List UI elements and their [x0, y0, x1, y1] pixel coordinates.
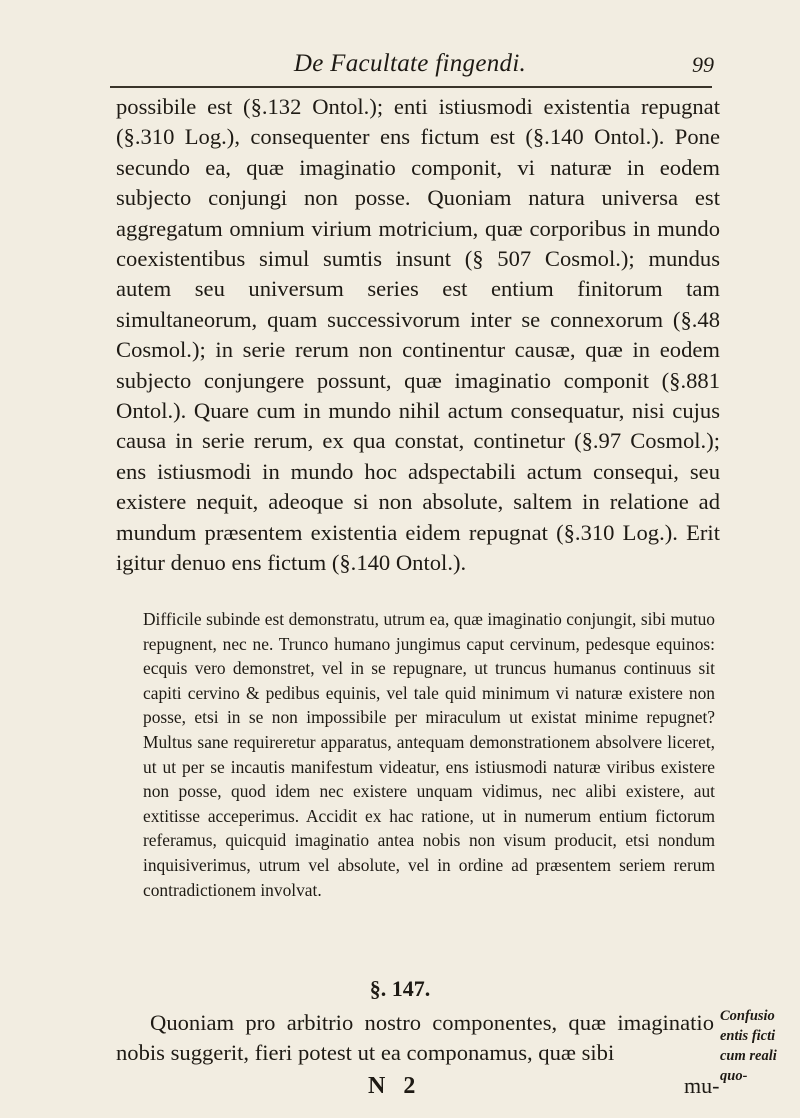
catchword: mu-	[684, 1073, 720, 1098]
main-paragraph	[116, 92, 720, 579]
marginal-note: Confusio entis ficti cum reali quo-	[720, 1008, 777, 1084]
page-number: 99	[692, 52, 714, 77]
page-header	[0, 50, 800, 90]
running-title: De Facultate fingendi.	[293, 50, 527, 77]
section-number: §. 147.	[369, 976, 431, 1001]
header-rule	[110, 86, 712, 88]
signature-mark: N 2	[368, 1073, 422, 1099]
section-147-paragraph	[116, 1008, 714, 1069]
footnote-text: Difficile subinde est demonstratu, utrum ea, quæ imaginatio conjungit, sibi mutuo repugnent, nec ne. Trunco humano jungimus caput cervinum, pedesque equinos: ecquis vero demonstret, vel in se repugnare, ut truncus humanus continuus sit capiti cervino & pedibus equinis, vel tale quid minimum vi naturæ existere non posse, etsi in se non impossibile per miraculum ut existat minime repugnet? Multus sane requireretur apparatus, antequam demonstrationem absolvere liceret, ut ut per se incautis manifestum videatur, ens istiusmodi naturæ viribus existere non posse, quod idem nec existere unquam vidimus, nec alibi existere, aut extitisse acceperimus. Accidit ex hac ratione, ut in numerum entium fictorum referamus, quicquid imaginatio antea nobis non visum producit, etsi nondum inquisiverimus, utrum vel absolute, vel in ordine ad præsentem seriem rerum contradictionem involvat.	[143, 609, 715, 900]
section-147-text: Quoniam pro arbitrio nostro componentes, quæ imaginatio nobis suggerit, fieri potest ut ea componamus, quæ sibi	[116, 1010, 714, 1066]
footnote-paragraph	[143, 607, 715, 902]
main-paragraph-text: possibile est (§.132 Ontol.); enti istiusmodi existentia repugnat (§.310 Log.), consequenter ens fictum est (§.140 Ontol.). Pone secundo ea, quæ imaginatio componit, vi naturæ in eodem subjecto conjungi non posse. Quoniam natura universa est aggregatum omnium virium motricium, quæ corporibus in mundo coexistentibus simul sumtis insunt (§ 507 Cosmol.); mundus autem seu universum series est entium finitorum tam simultaneorum, quam successivorum inter se connexorum (§.48 Cosmol.); in serie rerum non continentur causæ, quæ in eodem subjecto conjungere possunt, quæ imaginatio componit (§.881 Ontol.). Quare cum in mundo nihil actum consequatur, nisi cujus causa in serie rerum, ex qua constat, continetur (§.97 Cosmol.); ens istiusmodi in mundo hoc adspectabili actum consequi, seu existere nequit, adeoque si non absolute, saltem in relatione ad mundum præsentem existentia eidem repugnat (§.310 Log.). Erit igitur denuo ens fictum (§.140 Ontol.).	[116, 94, 720, 576]
